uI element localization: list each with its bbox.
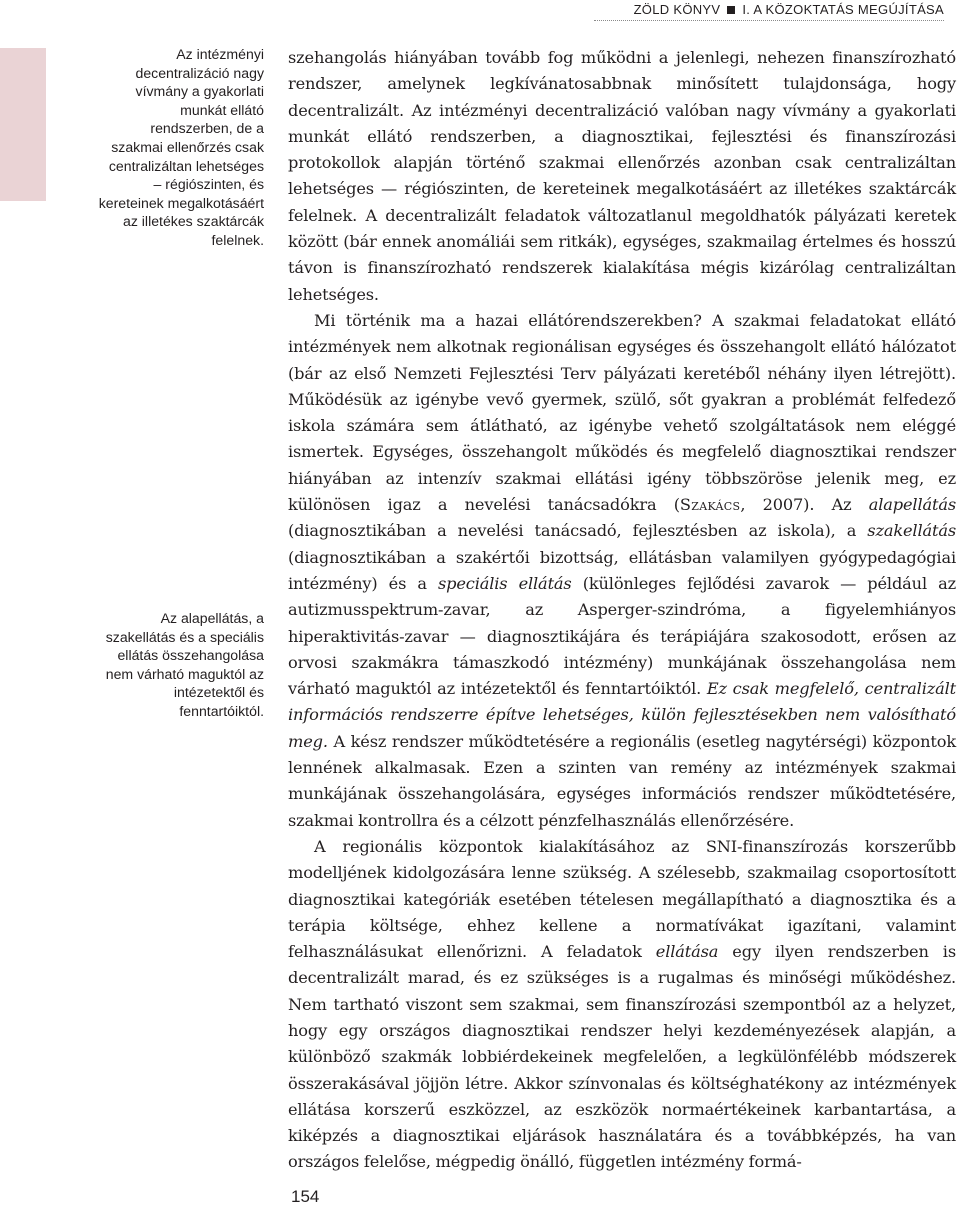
text-run: , 2007). Az (740, 495, 869, 515)
chapter-title: I. A KÖZOKTATÁS MEGÚJÍTÁSA (742, 2, 944, 17)
text-run: A regionális központok kialakításához az SNI-finanszírozás korszerűbb modelljének kidolgozására lenne szükség. A szélesebb, szakmailag csoportosított diagnosztikai kategóriák esetében tételesen megállapítható a diagnosztika és a terápia költsége, ehhez kellene a normatívákat igazítani, valamint felhasználásukat ellenőrizni. A feladatok (288, 836, 956, 962)
body-paragraph (288, 308, 956, 834)
text-run: szehangolás hiányában tovább fog működni a jelenlegi, nehezen finanszírozható rendszer, amelynek legkívánatosabbnak minősített tulajdonsága, hogy decentralizált. Az intézményi decentralizáció valóban nagy vívmány a gyakorlati munkát ellátó rendszerben, a diagnosztikai, fejlesztési és finanszírozási protokollok alapján történő szakmai ellenőrzés azonban csak centralizáltan lehetséges — régiószinten, de kereteinek megalkotásáért az illetékes szaktárcák felelnek. A decentralizált feladatok változatlanul megoldhatók pályázati keretek között (bár ennek anomáliái sem ritkák), egységes, szakmailag értelmes és hosszú távon is finanszírozható rendszerek kialakítása mégis kizárólag centralizáltan lehetséges. (288, 48, 956, 304)
text-run: (különleges fejlődési zavarok — például az autizmusspektrum-zavar, az Asperger-szindróma, a figyelemhiányos hiperaktivitás-zavar — diagnosztikájára és terápiájára szakosodott, erősen az orvosi szakmákra támaszkodó intézmény) munkájának összehangolása nem várható maguktól az intézetektől és fenntartóiktól. (288, 573, 956, 699)
body-paragraph (288, 45, 956, 308)
book-title: ZÖLD KÖNYV (633, 2, 721, 17)
author-citation: Szakács (679, 495, 741, 515)
text-run: (diagnosztikában a szakértői bizottság, ellátásban valamilyen gyógypedagógiai intézmény) és a (288, 547, 956, 593)
body-paragraph (288, 834, 956, 1176)
text-run: A kész rendszer működtetésére a regionális (esetleg nagytérségi) központok lennének alkalmasak. Ezen a szinten van remény az intézmények szakmai munkájának összehangolására, egységes információs rendszer működtetésére, szakmai kontrollra és a célzott pénzfelhasználás ellenőrzésére. (288, 731, 956, 830)
emphasis-term: speciális ellátás (438, 573, 572, 593)
margin-note-decentralization: Az intézményi decentralizáció nagy vívmány a gyakorlati munkát ellátó rendszerben, de a szakmai ellenőrzés csak centralizáltan lehetséges – régiószinten, és kereteinek megalkotásáért az illetékes szaktárcák felelnek. (98, 46, 264, 248)
margin-accent-block (0, 48, 46, 201)
margin-note-coordination: Az alapellátás, a szakellátás és a speciális ellátás összehangolása nem várható maguktól az intézetektől és fenntartóiktól. (105, 610, 264, 719)
emphasis-term: ellátása (655, 942, 719, 962)
text-run: egy ilyen rendszerben is decentralizált marad, és ez szükséges is a rugalmas és minőségi működéshez. Nem tartható viszont sem szakmai, sem finanszírozási szempontból az a helyzet, hogy egy országos diagnosztikai rendszer helyi kezdeményezések alapján, a különböző szakmák lobbiérdekeinek megfelelően, a legkülönfélébb módszerek összerakásával jöjjön létre. Akkor színvonalas és költséghatékony az intézmények ellátása korszerű eszközzel, az eszközök normaértékeinek karbantartása, a kiképzés a diagnosztikai eljárások használatára és a továbbképzés, ha van országos felelőse, mégpedig önálló, független intézmény formá- (288, 942, 956, 1172)
text-run: Mi történik ma a hazai ellátórendszerekben? A szakmai feladatokat ellátó intézmények nem alkotnak regionálisan egységes és összehangolt ellátó hálózatot (bár az első Nemzeti Fejlesztési Terv pályázati keretéből néhány ilyen létrejött). Működésük az igénybe vevő gyermek, szülő, sőt gyakran a problémát felfedező iskola számára sem átlátható, az igénybe vehető szolgáltatások nem eléggé ismertek. Egységes, összehangolt működés és megfelelő diagnosztikai rendszer hiányában az intenzív szakmai ellátási igény többszöröse jelenik meg, ez különösen igaz a nevelési tanácsadókra ( (288, 310, 956, 515)
separator-square-icon (727, 6, 735, 14)
text-run: (diagnosztikában a nevelési tanácsadó, fejlesztésben az iskola), a (288, 521, 868, 541)
emphasis-term: szakellátás (867, 521, 956, 541)
page-number: 154 (291, 1187, 320, 1206)
main-text-column (288, 45, 956, 1176)
running-header (594, 0, 944, 21)
emphasis-sentence: Ez csak megfelelő, centralizált információs rendszerre építve lehetséges, külön fejlesztésekben nem valósítható meg. (288, 679, 956, 751)
emphasis-term: alapellátás (868, 495, 956, 515)
